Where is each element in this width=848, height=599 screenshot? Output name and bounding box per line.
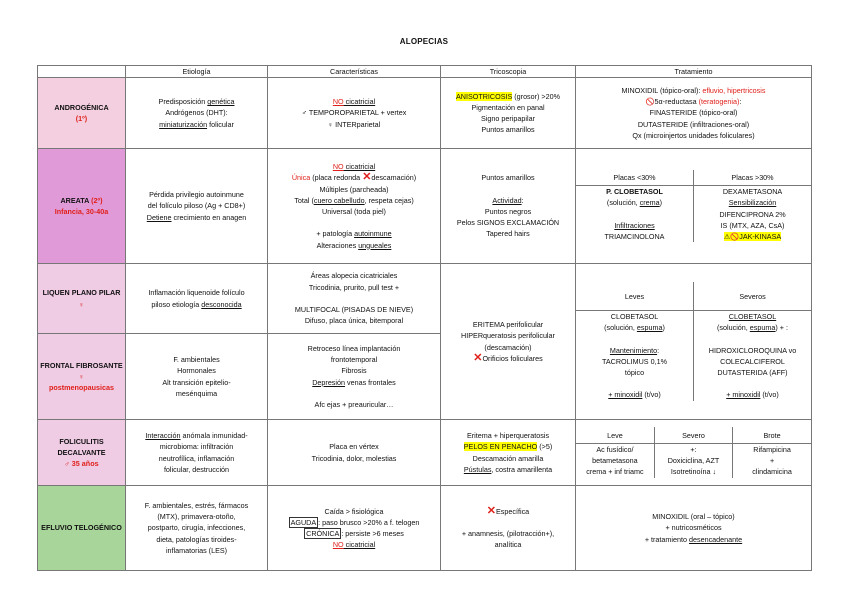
text: Áreas alopecia cicatriciales xyxy=(310,271,398,281)
row-sub: postmenopausicas xyxy=(48,383,115,393)
text: + patología xyxy=(316,229,355,239)
text: postparto, cirugía, infecciones, xyxy=(147,523,246,533)
row-sub: ♂ 35 años xyxy=(64,459,99,469)
cell-tricoscopia xyxy=(441,149,576,264)
text: clindamicina xyxy=(752,467,792,477)
subheader: Severos xyxy=(694,282,812,310)
text: crema + inf triamc xyxy=(586,467,644,477)
text: Interacción xyxy=(145,431,181,441)
subcell xyxy=(576,310,694,400)
cell-tricoscopia xyxy=(441,486,576,571)
tratamiento-subtable xyxy=(576,170,811,243)
text: DUTASTERIDE (infiltraciones-oral) xyxy=(637,119,750,129)
text: NO xyxy=(332,540,344,550)
text: (grosor) >20% xyxy=(512,91,561,101)
text: Universal (toda piel) xyxy=(322,207,386,216)
text: espuma xyxy=(749,323,776,333)
x-mark-icon: ✕ xyxy=(486,504,497,517)
text: desencadenante xyxy=(689,534,743,544)
row-name: FRONTAL FIBROSANTE xyxy=(40,360,123,370)
text: Eritema + hiperqueratosis xyxy=(466,431,550,441)
text: Signo peripapilar xyxy=(481,114,535,123)
text: neutrofílica, inflamación xyxy=(158,453,235,463)
header-tricoscopia: Tricoscopia xyxy=(441,66,576,78)
text: ) xyxy=(662,323,665,333)
text: Total ( xyxy=(294,195,314,205)
row-tag: (2º) xyxy=(91,195,103,205)
text: MINOXIDIL (tópico-oral): xyxy=(621,85,703,95)
text: cuero cabelludo xyxy=(313,195,365,205)
text: Pelos SIGNOS EXCLAMACIÓN xyxy=(456,218,560,228)
rowhead-androgenica xyxy=(38,78,126,149)
text: ERITEMA perifolicular xyxy=(472,320,544,330)
text: F. ambientales, estrés, fármacos xyxy=(144,500,249,510)
text: + anamnesis, (pilotracción+), xyxy=(461,529,555,538)
text: del folículo piloso (Ag + CD8+) xyxy=(147,201,246,211)
text: Múltiples (parcheada) xyxy=(319,184,389,194)
text: Única xyxy=(291,173,311,183)
text: TACROLIMUS 0,1% xyxy=(602,356,667,366)
tratamiento-subtable xyxy=(576,427,811,477)
header-tratamiento: Tratamiento xyxy=(576,66,812,78)
row-sub: Infancia, 30-40a xyxy=(54,207,109,216)
page-title: ALOPECIAS xyxy=(399,37,449,46)
text: Tricodinia, dolor, molestias xyxy=(311,453,397,463)
text: Inflamación liquenoide folículo xyxy=(148,288,245,298)
text: Detiene xyxy=(146,212,172,222)
subheader: Leves xyxy=(624,291,645,301)
text: descamación) xyxy=(371,173,417,183)
cell-caracteristicas xyxy=(268,78,441,149)
text: HIDROXICLOROQUINA vo xyxy=(708,345,797,355)
header-row xyxy=(38,66,812,78)
text: NO xyxy=(332,162,344,172)
text: Fibrosis xyxy=(341,366,367,376)
text: crecimiento en anagen xyxy=(171,212,247,222)
text: cicatricial xyxy=(343,540,376,550)
row-liquen xyxy=(38,264,812,334)
text: Predisposición xyxy=(158,97,208,107)
text: Andrógenos (DHT): xyxy=(165,108,228,118)
rowhead-efluvio xyxy=(38,486,126,571)
text: microbioma: infiltración xyxy=(159,442,234,452)
text: FINASTERIDE (tópico-oral) xyxy=(649,108,738,118)
text: Puntos negros xyxy=(484,207,532,216)
text: Tapered hairs xyxy=(486,229,530,239)
header-caracteristicas: Características xyxy=(268,66,441,78)
text: CRÓNICA xyxy=(306,529,340,538)
subcell xyxy=(733,443,811,477)
subheader: Severo xyxy=(654,427,732,443)
text: , respeta cejas) xyxy=(364,195,414,205)
text: ) + : xyxy=(775,323,788,333)
text: (t/vo) xyxy=(642,390,661,400)
text: + nutricosméticos xyxy=(665,523,722,533)
x-mark-icon: ✕ xyxy=(473,351,483,364)
row-name: ANDROGÉNICA xyxy=(54,102,109,112)
female-icon: ♀ xyxy=(78,371,85,381)
cell-etiologia xyxy=(126,334,268,420)
subheader: Brote xyxy=(733,427,811,443)
cell-tricoscopia xyxy=(441,78,576,149)
text: autoinmune xyxy=(354,229,392,239)
row-name: LIQUEN PLANO PILAR xyxy=(42,288,121,298)
cell-etiologia xyxy=(126,420,268,486)
text: Retroceso línea implantación xyxy=(307,343,401,353)
text: efluvio, hipertricosis xyxy=(702,85,766,95)
text: DUTASTERIDA (AFF) xyxy=(717,367,788,377)
rowhead-areata xyxy=(38,149,126,264)
row-tag: (1º) xyxy=(75,114,88,123)
cell-etiologia xyxy=(126,78,268,149)
text: : persiste >6 meses xyxy=(341,529,404,538)
subheader: Placas <30% xyxy=(613,172,656,182)
text: Caída > fisiológica xyxy=(324,506,384,516)
row-efluvio xyxy=(38,486,812,571)
text: (solución, xyxy=(604,323,637,333)
text: ANISOTRICOSIS xyxy=(455,91,513,101)
cell-tricoscopia xyxy=(441,420,576,486)
text: Puntos amarillos xyxy=(481,173,535,183)
row-name: EFLUVIO TELOGÉNICO xyxy=(41,523,122,533)
rowhead-foliculitis xyxy=(38,420,126,486)
subheader: Placas >30% xyxy=(694,170,812,186)
header-empty xyxy=(38,66,126,78)
subcell xyxy=(654,443,732,477)
text: Mantenimiento xyxy=(609,345,658,355)
text: folicular xyxy=(207,119,234,129)
text: Pigmentación en panal xyxy=(471,102,545,112)
text: Hormonales xyxy=(177,366,216,376)
cell-tratamiento-liquen-frontal xyxy=(576,264,812,420)
text: P. CLOBETASOL xyxy=(606,187,663,197)
subcell xyxy=(694,310,812,400)
tratamiento-subtable xyxy=(576,282,811,400)
text: Sensibilización xyxy=(728,198,777,208)
text: cicatricial xyxy=(343,162,376,172)
text: (descamación) xyxy=(484,342,532,352)
text: Afc ejas + preauricular… xyxy=(314,399,394,409)
text: Ac fusídico/ xyxy=(596,444,634,454)
text: Tricodinia, prurito, pull test + xyxy=(308,282,400,292)
text: (solución, xyxy=(606,198,640,208)
text: PELOS EN PENACHO xyxy=(463,442,538,452)
text: inflamatorias (LES) xyxy=(165,545,228,555)
text: MINOXIDIL (oral – tópico) xyxy=(652,512,735,522)
header-etiologia: Etiología xyxy=(126,66,268,78)
text: folicular, destrucción xyxy=(163,464,230,474)
text: ♂ TEMPOROPARIETAL + vertex xyxy=(301,108,407,118)
text: frontotemporal xyxy=(330,355,378,365)
text: venas frontales xyxy=(345,377,396,387)
text: + minoxidil xyxy=(726,390,761,400)
text: +: xyxy=(690,444,697,454)
cell-etiologia xyxy=(126,264,268,334)
text: Puntos amarillos xyxy=(481,125,535,135)
text: : xyxy=(739,97,742,107)
text: miniaturización xyxy=(159,119,208,129)
rowhead-frontal xyxy=(38,334,126,420)
cell-caracteristicas xyxy=(268,486,441,571)
alopecias-table xyxy=(37,65,812,571)
text: anómala inmunidad- xyxy=(180,431,248,441)
cell-caracteristicas xyxy=(268,334,441,420)
text: genética xyxy=(207,97,235,107)
text: ) xyxy=(659,198,663,208)
text: ⚠🚫JAK-KINASA xyxy=(723,232,782,242)
text: Infiltraciones xyxy=(614,220,655,230)
subcell xyxy=(576,443,654,477)
text: CLOBETASOL xyxy=(728,311,777,321)
text: : paso brusco >20% a f. telogen xyxy=(318,517,420,527)
text: Alt transición epitelio- xyxy=(162,377,231,387)
subcell xyxy=(576,186,694,243)
text: Específica xyxy=(496,506,530,516)
cell-tricoscopia-liquen-frontal xyxy=(441,264,576,420)
row-areata xyxy=(38,149,812,264)
text: CLOBETASOL xyxy=(610,311,659,321)
text: dieta, patologías tiroides- xyxy=(156,534,237,544)
text: (>5) xyxy=(537,442,553,452)
female-icon: ♀ xyxy=(78,299,85,309)
text: TRIAMCINOLONA xyxy=(604,232,665,242)
cell-caracteristicas xyxy=(268,149,441,264)
text: analítica xyxy=(494,540,522,550)
text: (solución, xyxy=(717,323,750,333)
text: tópico xyxy=(624,367,645,377)
text: ungueales xyxy=(358,240,392,250)
text: Difuso, placa única, bitemporal xyxy=(304,316,404,326)
text: mesénquima xyxy=(175,388,218,398)
text: (placa redonda xyxy=(310,173,363,183)
subheader: Leve xyxy=(607,430,623,440)
text: ♀ INTERparietal xyxy=(327,119,381,129)
text: Actividad xyxy=(492,195,522,205)
cell-tratamiento xyxy=(576,78,812,149)
text: Alteraciones xyxy=(316,240,359,250)
subcell xyxy=(694,186,812,243)
text: : xyxy=(657,345,660,355)
text: Placa en vértex xyxy=(329,442,379,452)
cell-caracteristicas xyxy=(268,420,441,486)
text: NO xyxy=(332,97,344,107)
text: (teratogenia) xyxy=(698,97,740,107)
text: + minoxidil xyxy=(608,390,643,400)
text: + xyxy=(769,456,775,466)
x-mark-icon: ✕ xyxy=(362,171,372,184)
text: DEXAMETASONA xyxy=(722,187,783,197)
row-foliculitis xyxy=(38,420,812,486)
text: desconocida xyxy=(201,299,242,309)
text: (t/vo) xyxy=(760,390,779,400)
text: 5α-reductasa xyxy=(654,97,699,107)
cell-etiologia xyxy=(126,149,268,264)
text: COLECALCIFEROL xyxy=(720,356,785,366)
text: Doxiciclina, AZT xyxy=(667,456,720,466)
text: crema xyxy=(639,198,660,208)
cell-tratamiento xyxy=(576,486,812,571)
text: espuma xyxy=(636,323,663,333)
text: F. ambientales xyxy=(173,355,220,365)
text: HIPERqueratosis perifolicular xyxy=(461,331,555,341)
text: Orificios foliculares xyxy=(482,353,543,363)
text: Pústulas xyxy=(463,464,492,474)
prohibited-icon: 🚫 xyxy=(645,97,655,107)
text: Isotretinoína ↓ xyxy=(670,467,717,477)
text: Descamación amarilla xyxy=(472,453,544,463)
rowhead-liquen xyxy=(38,264,126,334)
text: piloso etiología xyxy=(151,299,202,309)
text: MULTIFOCAL (PISADAS DE NIEVE) xyxy=(294,305,414,315)
text: Depresión xyxy=(312,377,345,387)
cell-caracteristicas xyxy=(268,264,441,334)
text: DIFENCIPRONA 2% xyxy=(719,209,786,219)
row-androgenica xyxy=(38,78,812,149)
text: cicatricial xyxy=(343,97,376,107)
text: Pérdida privilegio autoinmune xyxy=(149,190,244,200)
text: betametasona xyxy=(592,456,638,466)
cell-etiologia xyxy=(126,486,268,571)
text: Rifampicina xyxy=(753,444,791,454)
cell-tratamiento xyxy=(576,420,812,486)
row-name: AREATA xyxy=(60,195,90,205)
text: IS (MTX, AZA, CsA) xyxy=(720,220,785,230)
row-name: FOLICULITIS DECALVANTE xyxy=(57,436,106,457)
text: Qx (microinjertos unidades foliculares) xyxy=(632,130,755,140)
text: : xyxy=(521,195,524,205)
text: + tratamiento xyxy=(644,534,689,544)
text: (MTX), primavera-otoño, xyxy=(157,512,236,522)
text: AGUDA xyxy=(290,517,317,527)
text: , costra amarillenta xyxy=(491,464,553,474)
cell-tratamiento xyxy=(576,149,812,264)
